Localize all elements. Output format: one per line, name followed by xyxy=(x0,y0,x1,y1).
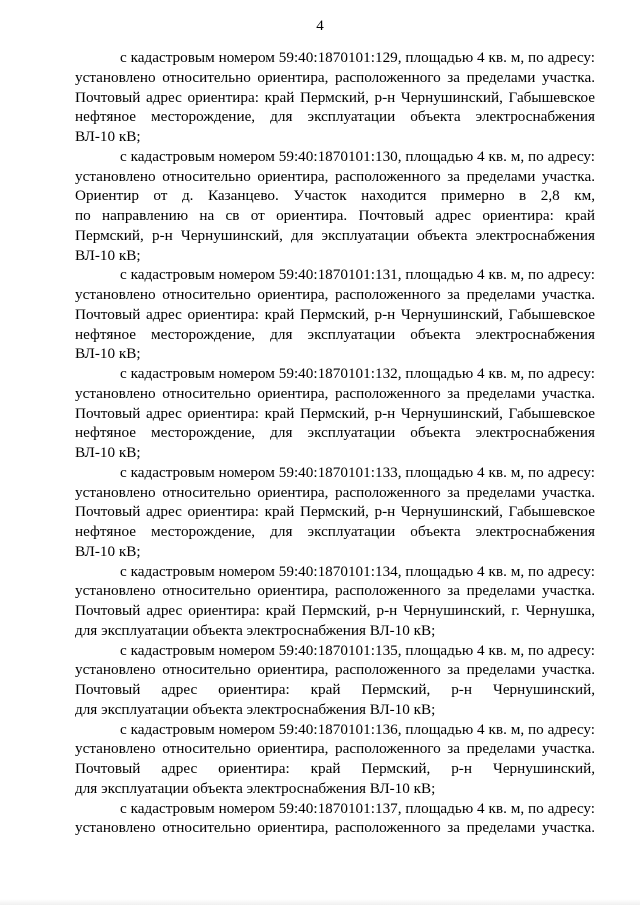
text-line: установлено относительно ориентира, расположенного за пределами участка. xyxy=(75,167,595,185)
text-line: ВЛ-10 кВ; xyxy=(75,444,141,461)
text-line: с кадастровым номером 59:40:1870101:132, площадью 4 кв. м, по адресу: xyxy=(120,365,595,382)
parcel-paragraph-130 xyxy=(75,147,595,266)
text-line: ВЛ-10 кВ; xyxy=(75,246,141,264)
parcel-paragraph-131 xyxy=(75,265,595,364)
page-number: 4 xyxy=(316,18,324,34)
text-line: ВЛ-10 кВ; xyxy=(75,128,141,145)
text-line: установлено относительно ориентира, расположенного за пределами участка. xyxy=(75,819,595,837)
text-line: для эксплуатации объекта электроснабжения ВЛ-10 кВ; xyxy=(75,700,436,718)
text-line: установлено относительно ориентира, расположенного за пределами участка. xyxy=(75,68,595,86)
parcel-paragraph-136 xyxy=(75,720,595,799)
text-line: нефтяное месторождение, для эксплуатации объекта электроснабжения xyxy=(75,325,595,343)
text-line: Почтовый адрес ориентира: край Пермский, р-н Чернушинский, Габышевское xyxy=(75,503,595,521)
text-line: установлено относительно ориентира, расположенного за пределами участка. xyxy=(75,286,595,303)
text-line: установлено относительно ориентира, расположенного за пределами участка. xyxy=(75,740,595,758)
text-line: с кадастровым номером 59:40:1870101:131, площадью 4 кв. м, по адресу: xyxy=(120,266,595,284)
text-line: Почтовый адрес ориентира: край Пермский, р-н Чернушинский, xyxy=(75,760,595,777)
parcel-paragraph-129 xyxy=(75,48,595,147)
text-line: с кадастровым номером 59:40:1870101:129, площадью 4 кв. м, по адресу: xyxy=(120,49,595,66)
text-line: с кадастровым номером 59:40:1870101:130, площадью 4 кв. м, по адресу: xyxy=(120,147,595,165)
text-line: для эксплуатации объекта электроснабжения ВЛ-10 кВ; xyxy=(75,779,436,797)
text-line: Почтовый адрес ориентира: край Пермский, р-н Чернушинский, Габышевское xyxy=(75,404,595,422)
text-line: Почтовый адрес ориентира: край Пермский, р-н Чернушинский, г. Чернушка, xyxy=(75,602,595,619)
text-line: Почтовый адрес ориентира: край Пермский, р-н Чернушинский, Габышевское xyxy=(75,88,595,106)
text-line: с кадастровым номером 59:40:1870101:133, площадью 4 кв. м, по адресу: xyxy=(120,463,595,481)
text-line: нефтяное месторождение, для эксплуатации объекта электроснабжения xyxy=(75,108,595,126)
parcel-paragraph-135 xyxy=(75,641,595,720)
parcel-paragraph-137 xyxy=(75,799,595,839)
text-line: установлено относительно ориентира, расположенного за пределами участка. xyxy=(75,483,595,501)
text-line: по направлению на св от ориентира. Почтовый адрес ориентира: край xyxy=(75,207,595,224)
text-line: для эксплуатации объекта электроснабжения ВЛ-10 кВ; xyxy=(75,621,436,639)
text-line: Почтовый адрес ориентира: край Пермский, р-н Чернушинский, xyxy=(75,681,595,698)
text-line: нефтяное месторождение, для эксплуатации объекта электроснабжения xyxy=(75,424,595,442)
text-line: Почтовый адрес ориентира: край Пермский, р-н Чернушинский, Габышевское xyxy=(75,305,595,323)
text-line: ВЛ-10 кВ; xyxy=(75,345,141,363)
text-line: установлено относительно ориентира, расположенного за пределами участка. xyxy=(75,384,595,402)
text-line: с кадастровым номером 59:40:1870101:134, площадью 4 кв. м, по адресу: xyxy=(120,562,595,580)
parcel-paragraph-134 xyxy=(75,562,595,641)
text-line: с кадастровым номером 59:40:1870101:137, площадью 4 кв. м, по адресу: xyxy=(120,799,595,817)
text-line: Пермский, р-н Чернушинский, для эксплуатации объекта электроснабжения xyxy=(75,226,595,244)
text-line: с кадастровым номером 59:40:1870101:135, площадью 4 кв. м, по адресу: xyxy=(120,641,595,659)
text-line: ВЛ-10 кВ; xyxy=(75,542,141,560)
text-line: нефтяное месторождение, для эксплуатации объекта электроснабжения xyxy=(75,523,595,540)
text-line: установлено относительно ориентира, расположенного за пределами участка. xyxy=(75,661,595,679)
parcel-paragraph-133 xyxy=(75,463,595,562)
parcel-paragraph-132 xyxy=(75,364,595,463)
page-bottom-edge xyxy=(0,899,640,905)
text-line: с кадастровым номером 59:40:1870101:136, площадью 4 кв. м, по адресу: xyxy=(120,720,595,738)
text-line: установлено относительно ориентира, расположенного за пределами участка. xyxy=(75,582,595,600)
text-line: Ориентир от д. Казанцево. Участок находится примерно в 2,8 км, xyxy=(75,187,595,205)
document-body xyxy=(75,48,595,838)
